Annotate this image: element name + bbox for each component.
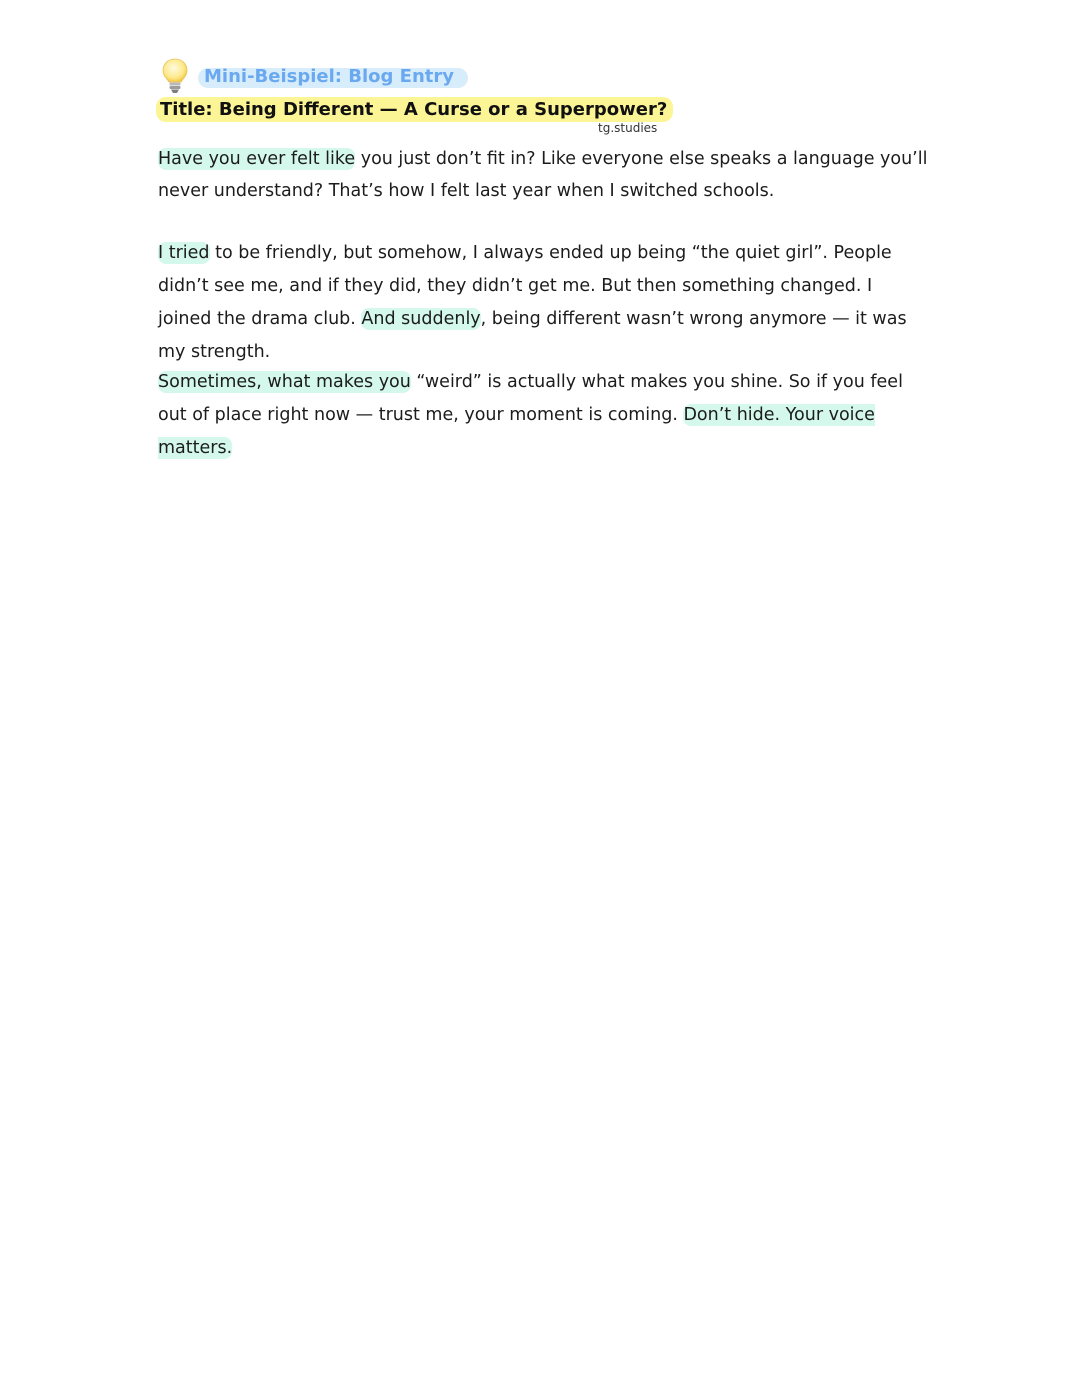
- paragraph-3: [158, 366, 928, 465]
- paragraph-text: you just don’t fit in? Like everyone else speaks a language you’ll never understand? That’s how I felt last year when I switched schools.: [158, 149, 928, 201]
- highlight-phrase: And suddenly: [361, 309, 481, 329]
- highlight-phrase: Have you ever felt like: [158, 149, 356, 169]
- section-subtitle: Mini-Beispiel: Blog Entry: [202, 64, 468, 89]
- page-title: Title: Being Different — A Curse or a Superpower?: [156, 97, 673, 122]
- author-credit: tg.studies: [598, 121, 658, 135]
- paragraph-1: [158, 143, 928, 207]
- paragraph-2: [158, 237, 928, 369]
- lightbulb-icon: [160, 57, 190, 95]
- highlight-phrase: I tried: [158, 243, 210, 263]
- paragraph-text: “weird” is actually what makes you shine. So if you feel out of place right now — trust me, your moment is coming.: [158, 372, 903, 425]
- highlight-phrase: Sometimes, what makes you: [158, 372, 411, 392]
- paragraph-text: , being different wasn’t wrong anymore — it was my strength.: [158, 309, 907, 362]
- highlight-phrase: Don’t hide. Your voice matters.: [158, 405, 875, 458]
- heading-row: [160, 56, 468, 96]
- paragraph-text: to be friendly, but somehow, I always ended up being “the quiet girl”. People didn’t see me, and if they did, they didn’t get me. But then something changed. I joined the drama club.: [158, 243, 892, 329]
